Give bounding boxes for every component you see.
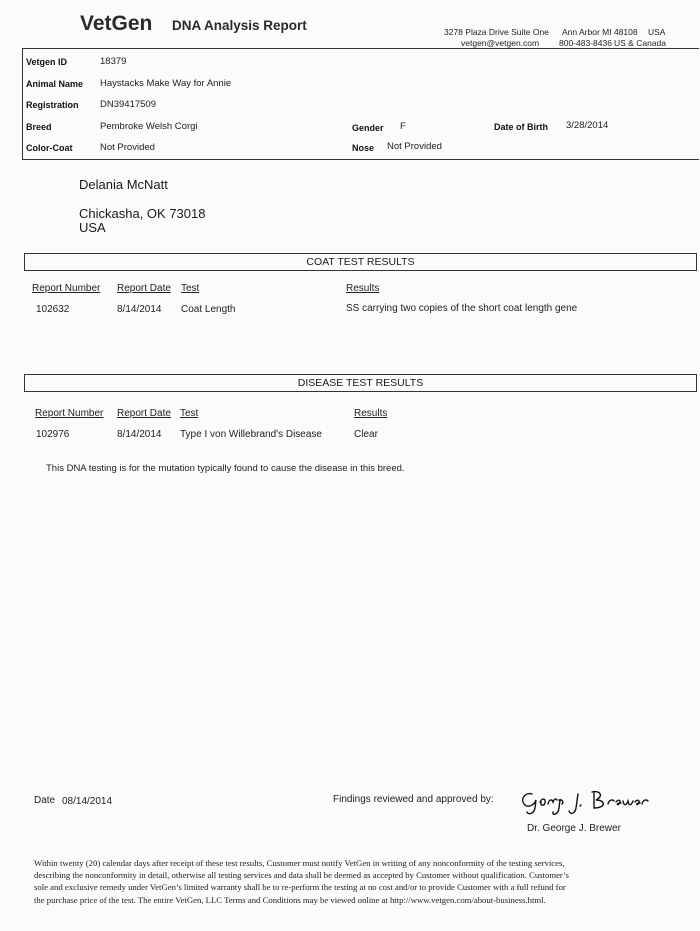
contact-email: vetgen@vetgen.com: [461, 38, 540, 48]
findings-label: Findings reviewed and approved by:: [333, 794, 494, 805]
date-label: Date: [34, 795, 56, 806]
breed-value: Pembroke Welsh Corgi: [100, 121, 198, 132]
contact-phone-region: US & Canada: [614, 38, 666, 48]
disease-report-number: 102976: [36, 429, 70, 440]
gender-value: F: [400, 121, 406, 132]
disease-col-report-date: Report Date: [117, 408, 171, 419]
disease-test-name: Type I von Willebrand's Disease: [180, 429, 322, 440]
disclaimer-line: the purchase price of the test. The entire VetGen, LLC Terms and Conditions may be viewed online at http://www.vetgen.com/about-business.html.: [34, 894, 546, 905]
animal-name-value: Haystacks Make Way for Annie: [100, 78, 232, 89]
report-title: DNA Analysis Report: [172, 18, 307, 33]
disease-report-date: 8/14/2014: [117, 429, 162, 440]
address-city: Ann Arbor MI 48108: [562, 27, 638, 37]
contact-phone: 800-483-8436: [559, 38, 612, 48]
breed-label: Breed: [26, 122, 52, 132]
disease-col-test: Test: [180, 408, 199, 419]
address-line: 3278 Plaza Drive Suite One: [444, 27, 549, 37]
date-value: 08/14/2014: [62, 796, 113, 807]
vetgen-id-label: Vetgen ID: [26, 57, 68, 67]
disease-col-report-number: Report Number: [35, 408, 104, 419]
dob-value: 3/28/2014: [566, 120, 609, 131]
disease-result: Clear: [354, 429, 378, 440]
color-coat-value: Not Provided: [100, 142, 155, 153]
signature: [518, 784, 650, 818]
nose-label: Nose: [352, 143, 375, 153]
disease-col-results: Results: [354, 408, 388, 419]
registration-label: Registration: [26, 100, 79, 110]
disclaimer-line: sole and exclusive remedy under VetGen’s limited warranty shall be to re-perform the testing at no cost and/or to provide Customer with a full refund for: [34, 882, 566, 893]
coat-report-number: 102632: [36, 304, 70, 315]
coat-report-date: 8/14/2014: [117, 304, 162, 315]
vetgen-id-value: 18379: [100, 56, 127, 67]
nose-value: Not Provided: [387, 141, 442, 152]
coat-col-report-date: Report Date: [117, 283, 171, 294]
disease-note: This DNA testing is for the mutation typically found to cause the disease in this breed.: [46, 463, 405, 474]
coat-col-report-number: Report Number: [32, 283, 101, 294]
address-country: USA: [648, 27, 666, 37]
dob-label: Date of Birth: [494, 122, 548, 132]
owner-country: USA: [79, 220, 106, 235]
disclaimer: [34, 857, 654, 906]
disease-results-heading: DISEASE TEST RESULTS: [24, 374, 697, 392]
owner-name: Delania McNatt: [79, 177, 168, 192]
registration-value: DN39417509: [100, 99, 156, 110]
brand-logo: VetGen: [80, 12, 153, 35]
color-coat-label: Color-Coat: [26, 143, 73, 153]
coat-results-heading: COAT TEST RESULTS: [24, 253, 697, 271]
coat-col-results: Results: [346, 283, 380, 294]
coat-test-name: Coat Length: [181, 304, 236, 315]
signatory-name: Dr. George J. Brewer: [527, 823, 621, 834]
coat-result: SS carrying two copies of the short coat length gene: [346, 303, 578, 314]
animal-name-label: Animal Name: [26, 79, 84, 89]
gender-label: Gender: [352, 123, 384, 133]
coat-col-test: Test: [181, 283, 200, 294]
disclaimer-line: describing the nonconformity in detail, otherwise all testing services and data shall be deemed as accepted by Customer without qualification. Customer’s: [34, 870, 569, 881]
disclaimer-line: Within twenty (20) calendar days after receipt of these test results, Customer must notify VetGen in writing of any nonconformity of the testing services,: [34, 858, 565, 868]
owner-city: Chickasha, OK 73018: [79, 206, 206, 221]
